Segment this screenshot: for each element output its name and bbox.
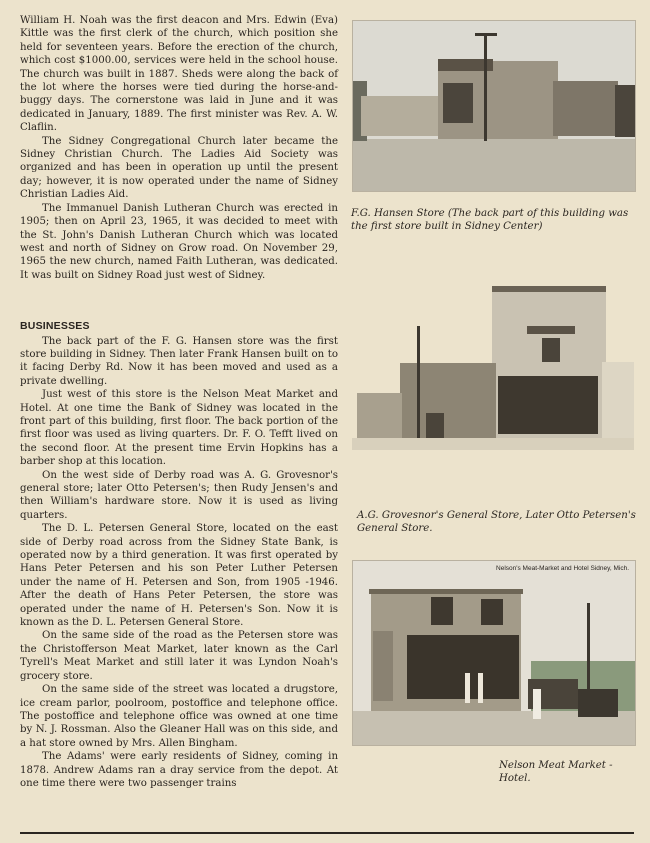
hansen-store-image — [353, 21, 635, 191]
church-paragraph-2: The Sidney Congregational Church later became the Sidney Christian Church. The Ladies Aid Society was organized and has been in operation up until the present day; however, it is now operated under the name of Sidney Christian Ladies Aid. — [20, 135, 338, 201]
grovesnor-store-caption: A.G. Grovesnor's General Store, Later Otto Petersen's General Store. — [357, 510, 636, 534]
grovesnor-store-photo — [352, 278, 634, 450]
left-column — [20, 14, 338, 790]
nelson-meat-market-caption: Nelson Meat Market - Hotel. — [499, 760, 613, 784]
business-paragraph-2: Just west of this store is the Nelson Meat Market and Hotel. At one time the Bank of Sidney was located in the front part of this building, first floor. The back portion of the first floor was used as living quarters. Dr. F. O. Tefft lived on the second floor. At the present time Ervin Hopkins has a barber shop at this location. — [20, 389, 338, 468]
grovesnor-store-image — [352, 278, 634, 450]
nelson-photo-label: Nelson's Meat-Market and Hotel Sidney, Mich. — [496, 565, 629, 572]
nelson-meat-market-photo — [352, 560, 636, 746]
church-paragraph-1: William H. Noah was the first deacon and Mrs. Edwin (Eva) Kittle was the first clerk of the church, which position she held for seventeen years. Before the erection of the church, which cost $1000.00, services were held in the school house. The church was built in 1887. Sheds were along the back of the lot where the horses were tied during the horse-and-buggy days. The cornerstone was laid in June and it was dedicated in January, 1889. The first minister was Rev. A. W. Claflin. — [20, 15, 338, 134]
bottom-rule — [20, 832, 634, 834]
business-paragraph-6: On the same side of the street was located a drugstore, ice cream parlor, poolroom, postoffice and telephone office. The postoffice and telephone office was owned at one time by N. J. Rossman. Also the Gleaner Hall was on this side, and a hat store owned by Mrs. Allen Bingham. — [20, 684, 338, 749]
businesses-heading: BUSINESSES — [20, 320, 90, 333]
business-paragraph-1: The back part of the F. G. Hansen store was the first store building in Sidney. Then later Frank Hansen built on to it facing Derby Rd. Now it has been moved and used as a private dwelling. — [20, 335, 338, 387]
hansen-store-caption: F.G. Hansen Store (The back part of this building was the first store built in Sidney Center) — [351, 208, 629, 232]
church-paragraph-3: The Immanuel Danish Lutheran Church was erected in 1905; then on April 23, 1965, it was decided to meet with the St. John's Danish Lutheran Church which was located west and north of Sidney on Grow road. On November 29, 1965 the new church, named Faith Lutheran, was dedicated. It was built on Sidney Road just west of Sidney. — [20, 202, 338, 281]
business-paragraph-5: On the same side of the road as the Petersen store was the Christofferson Meat Market, later known as the Carl Tyrell's Meat Market and still later it was Lyndon Noah's grocery store. — [20, 630, 338, 682]
business-paragraph-4: The D. L. Petersen General Store, located on the east side of Derby road across from the Sidney State Bank, is operated now by a third generation. It was first operated by Hans Peter Petersen and his son Peter Luther Petersen under the name of H. Petersen and Son, from 1905 -1946. After the death of Hans Peter Petersen, the store was operated under the name of H. Petersen's Son. Now it is known as the D. L. Petersen General Store. — [20, 523, 338, 629]
business-paragraph-7: The Adams' were early residents of Sidney, coming in 1878. Andrew Adams ran a dray service from the depot. At one time there were two passenger trains — [20, 751, 338, 789]
business-paragraph-3: On the west side of Derby road was A. G. Grovesnor's general store; later Otto Petersen's; then Rudy Jensen's and then William's hardware store. Now it is used as living quarters. — [20, 469, 338, 521]
hansen-store-photo — [352, 20, 636, 192]
nelson-meat-market-image — [353, 561, 635, 745]
